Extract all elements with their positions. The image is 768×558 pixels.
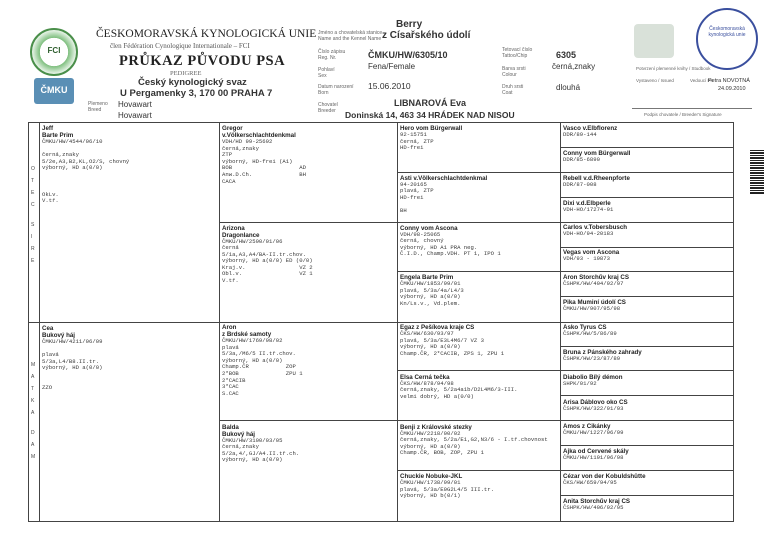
sire-detail: V.tř.: [42, 197, 59, 205]
dam-detail: plavá: [42, 351, 59, 359]
sire-detail: OkLv.: [42, 190, 59, 198]
dam-detail: ZZO: [42, 384, 53, 392]
gg-grandparent-13: [563, 423, 729, 445]
doc-subtitle: PEDIGREE: [170, 70, 202, 77]
reg-number: ČMKU/HW/6305/10: [368, 50, 448, 60]
great-grandparent-7-detail: černá,znaky, 5/2a/E1,G2,N3/6 - I.tř.chovnost: [400, 436, 548, 444]
label-breeder: Chovatel Breeder: [318, 102, 338, 114]
gg-grandparent-10-detail: ČSHPK/HW/23/87/89: [563, 354, 621, 362]
gg-grandparent-7-detail: ČSHPK/HW/404/92/97: [563, 280, 624, 288]
great-grandparent-3-detail: VDH/98-25065: [400, 230, 441, 238]
gg-grandparent-16: [563, 498, 729, 520]
gg-grandparent-16-detail: ČSHPK/HW/406/92/95: [563, 504, 624, 512]
fci-logo-text: FCI: [47, 46, 61, 55]
great-grandparent-8-detail: výborný, HD b(0/1): [400, 492, 461, 500]
great-grandparent-2-name: Asti v.Völkerschlachtdenkmal: [400, 174, 488, 182]
grandparent-3-detail: 2*CACIB: [222, 376, 246, 384]
gg-grandparent-9-detail: ČSHPK/HW/5/86/89: [563, 329, 617, 337]
great-grandparent-1-name: Hero vom Bürgerwall: [400, 125, 463, 132]
great-grandparent-3: [400, 225, 558, 271]
great-grandparent-4: [400, 274, 558, 320]
sire-detail: [42, 179, 216, 186]
pedigree-grid: [28, 122, 734, 522]
sire-detail: černá,znaky: [42, 151, 79, 159]
grandparent-3-detail: výborný, HD a(0/0): [222, 356, 283, 364]
gg-grandparent-13-detail: ČMKU/HW/1227/96/99: [563, 429, 624, 437]
great-grandparent-1-detail: HD-frei: [400, 144, 424, 152]
gg-grandparent-12: [563, 399, 729, 421]
great-grandparent-3-detail: Č.I.D., Champ.VDH. PT 1, IPO 1: [400, 250, 501, 258]
label-reg-no: Číslo zápisu Reg. Nr.: [318, 49, 346, 61]
great-grandparent-6-detail: černá,znaky, 5/2a4a1b/D2L4M6/3-III.: [400, 386, 518, 394]
doc-title: PRŮKAZ PŮVODU PSA: [119, 53, 286, 69]
gg-grandparent-5: [563, 224, 729, 246]
great-grandparent-1-detail: 92-15751: [400, 131, 427, 138]
dam: [42, 325, 216, 519]
great-grandparent-8-detail: plavá, 5/3a/E0G2L4/5 III.tr.: [400, 485, 494, 493]
org-name: ČESKOMORAVSKÁ KYNOLOGICKÁ UNIE: [96, 28, 317, 40]
kennel-name: z Císařského údolí: [382, 30, 471, 41]
label-dog-name: Jméno a chovatelská stanice Name and the Kennel Name: [318, 30, 383, 42]
breed-value: Hovawart: [118, 100, 152, 109]
dob-value: 15.06.2010: [368, 81, 411, 91]
great-grandparent-4-detail: plavá, 5/3a/4a/L4/3: [400, 286, 464, 294]
gg-grandparent-5-name: Carlos v.Tobersbusch: [563, 224, 628, 232]
dam-detail: [42, 346, 216, 353]
gg-grandparent-2: [563, 150, 729, 172]
great-grandparent-2-detail: HD-frei: [400, 193, 424, 201]
great-grandparent-8-name: Chuckie Nobuke-JKL: [400, 473, 463, 481]
barcode: [750, 150, 764, 194]
grandparent-4-detail: výborný, HD a(0/0): [222, 456, 283, 464]
side-label-father: O T E C S I R E: [31, 166, 35, 264]
color-value: černá,znaky: [552, 62, 596, 71]
dog-name: Berry: [396, 19, 423, 30]
org-membership: člen Fédération Cynologique Internationale – FCI: [110, 42, 250, 50]
grandparent-3-detail: Champ.ČR ZOP: [222, 363, 296, 371]
gg-grandparent-5-detail: VDH-HO/94-20183: [563, 230, 614, 238]
stamp-cmku-small: [634, 24, 674, 58]
label-coat: Druh srsti Coat: [502, 84, 524, 96]
great-grandparent-3-detail: výborný, HD A1 PRA neg.: [400, 243, 478, 251]
cmku-logo: [34, 78, 74, 104]
gg-grandparent-2-name: Conny vom Bürgerwall: [563, 149, 631, 157]
great-grandparent-6-detail: velmi dobrý, HD a(0/0): [400, 392, 474, 400]
gg-grandparent-14: [563, 448, 729, 470]
gg-grandparent-15: [563, 473, 729, 495]
gg-grandparent-9: [563, 324, 729, 346]
great-grandparent-8-detail: ČMKU/HW/1738/99/01: [400, 479, 461, 487]
gg-grandparent-11-name: Diabolio Bílý démon: [563, 373, 623, 381]
great-grandparent-7-detail: Champ.ČR, BOB, ZOP, ZPU 1: [400, 449, 484, 457]
grandparent-3-detail: 2*BOB ZPU 1: [222, 369, 303, 377]
great-grandparent-1: [400, 125, 558, 171]
sire-detail: ČMKU/HW/4544/06/10: [42, 138, 103, 145]
signature-line: [632, 108, 752, 109]
sire: [42, 125, 216, 319]
grandparent-1-detail: VDH/HD 99-25692: [222, 138, 273, 145]
great-grandparent-2-detail: plavá, ZTP: [400, 187, 434, 195]
grandparent-1-detail: CACA: [222, 177, 236, 185]
sire-detail: 5/2e,A3,B2,KL,O2/S, chovný: [42, 157, 130, 165]
gg-grandparent-7-name: Aron Štorchův kraj CS: [563, 274, 630, 282]
gg-grandparent-13-name: Amos z Cikánky: [563, 423, 611, 431]
gg-grandparent-3: [563, 175, 729, 197]
dam-detail: [42, 379, 216, 386]
fci-logo: [30, 28, 78, 76]
great-grandparent-3-name: Conny vom Ascona: [400, 224, 458, 232]
grandparent-2-detail: černá: [222, 244, 239, 252]
great-grandparent-2: [400, 175, 558, 221]
gg-grandparent-10: [563, 349, 729, 371]
label-sex: Pohlaví Sex: [318, 67, 335, 79]
gg-grandparent-12-detail: ČSHPK/HW/322/91/93: [563, 404, 624, 412]
great-grandparent-4-name: Engela Barte Prim: [400, 274, 454, 282]
breeder-name: LIBNAROVÁ Eva: [394, 98, 467, 108]
label-clerk: Vedoucí PK: [690, 78, 714, 83]
sire-detail: výborný, HD a(0/0): [42, 164, 103, 172]
gg-grandparent-1-name: Vasco v.Elbflorenz: [563, 125, 618, 132]
gg-grandparent-9-name: Asko Tyrus CS: [563, 323, 607, 331]
great-grandparent-5-detail: Champ.ČR, 2*CACIB, ZPS 1, ZPU 1: [400, 349, 505, 357]
grandparent-2: [222, 225, 394, 320]
dam-name: Cea Bukový háj: [42, 325, 76, 339]
grandparent-1-detail: výborný, HD-frei (A1): [222, 157, 293, 165]
coat-value: dlouhá: [556, 83, 581, 92]
grandparent-3-detail: S.CAC: [222, 389, 239, 397]
grandparent-4: [222, 424, 394, 519]
club-address: U Pergamenky 3, 170 00 PRAHA 7: [120, 88, 273, 99]
grandparent-2-detail: 5/1a,A3,A4/BA-II.tr.chov.: [222, 250, 306, 258]
sex-value: Fena/Female: [368, 62, 416, 71]
grandparent-2-detail: Obl.v. VZ 1: [222, 270, 313, 278]
dam-detail: ČMKU/HW/4211/06/09: [42, 338, 103, 345]
great-grandparent-2-detail: 94-20165: [400, 180, 427, 188]
grandparent-3-detail: 3*CAC: [222, 383, 239, 391]
grandparent-2-detail: V.tř.: [222, 277, 239, 285]
breed-value-en: Hovawart: [118, 111, 152, 120]
tattoo-value: 6305: [556, 50, 577, 60]
great-grandparent-4-detail: výborný, HD a(0/0): [400, 293, 461, 301]
gg-grandparent-11: [563, 374, 729, 396]
grandparent-3-detail: ČMKU/HW/1769/98/02: [222, 337, 283, 344]
issued-by: Petra NOVOTNÁ: [708, 78, 750, 84]
great-grandparent-7-detail: ČMKU/HW/2218/00/02: [400, 429, 461, 437]
label-breed: Plemeno Breed: [88, 101, 108, 113]
grandparent-3-name: Aron z Brdské samoty: [222, 324, 272, 338]
gg-grandparent-16-name: Anita Štorchův kraj CS: [563, 498, 631, 506]
breeder-address: Doninská 14, 463 34 HRÁDEK NAD NISOU: [345, 110, 515, 120]
great-grandparent-5-detail: ČKS/HW/630/93/97: [400, 330, 454, 337]
grandparent-4-name: Balda Bukový háj: [222, 423, 256, 438]
grandparent-3-detail: plavá: [222, 343, 239, 351]
grandparent-2-detail: Kraj.v. VZ 2: [222, 263, 313, 271]
great-grandparent-5-detail: výborný, HD a(0/0): [400, 343, 461, 351]
great-grandparent-6-name: Elsa Černá tečka: [400, 373, 450, 381]
grandparent-3: [222, 324, 394, 419]
gg-grandparent-4: [563, 200, 729, 222]
gg-grandparent-4-name: Dixi v.d.Elbperle: [563, 199, 611, 207]
great-grandparent-6: [400, 374, 558, 420]
dam-detail: 5/3a,L4/B8.II.tr.: [42, 357, 100, 365]
grandparent-1-detail: černá,znaky: [222, 144, 259, 152]
gg-grandparent-6: [563, 249, 729, 271]
gg-grandparent-15-name: Cézar von der Kobuldshütte: [563, 473, 646, 481]
gg-grandparent-8: [563, 299, 729, 321]
gg-grandparent-2-detail: DDR/85-6890: [563, 155, 600, 163]
label-issued: Vystaveno / Issued: [636, 78, 674, 83]
great-grandparent-2-detail: BH: [400, 207, 407, 215]
grandparent-4-detail: ČMKU/HW/3100/03/05: [222, 436, 283, 444]
label-studbook: Potvrzení plemenné knihy / Studbook: [636, 66, 711, 71]
grandparent-3-detail: 5/3a,/M6/5 II.tř.chov.: [222, 350, 296, 358]
issued-date: 24.09.2010: [718, 86, 746, 92]
cmku-logo-text: ČMKU: [40, 85, 68, 95]
side-label-mother: M A T K A D A M: [31, 362, 36, 460]
official-stamp: [696, 8, 758, 70]
gg-grandparent-8-detail: ČMKU/HW/907/95/98: [563, 305, 621, 313]
great-grandparent-8: [400, 473, 558, 519]
gg-grandparent-1: [563, 125, 729, 147]
great-grandparent-5: [400, 324, 558, 370]
label-breeder-signature: Podpis chovatele / Breeder's Signature: [644, 112, 722, 117]
grandparent-1-detail: Anw.D.Ch. BH: [222, 170, 306, 178]
great-grandparent-5-name: Egaz z Pešíkova kraje CS: [400, 324, 475, 331]
sire-name: Jeff Barte Prim: [42, 125, 74, 139]
gg-grandparent-3-name: Rebell v.d.Rheenpforte: [563, 174, 630, 182]
great-grandparent-1-detail: černá, ZTP: [400, 137, 434, 145]
sire-detail: [42, 185, 216, 192]
grandparent-4-detail: černá,znaky: [222, 443, 259, 451]
gg-grandparent-6-name: Vegas vom Ascona: [563, 249, 620, 257]
grandparent-1-detail: ZTP: [222, 151, 233, 159]
gg-grandparent-3-detail: DDR/87-008: [563, 180, 597, 188]
gg-grandparent-8-name: Pika Muminí údolí CS: [563, 299, 626, 307]
gg-grandparent-14-detail: ČMKU/HW/1191/96/98: [563, 454, 624, 462]
grandparent-1: [222, 125, 394, 220]
grandparent-1-name: Gregor v.Völkerschlachtdenkmal: [222, 125, 296, 139]
great-grandparent-4-detail: Kn/Ls.v., Vd.plem.: [400, 300, 461, 308]
label-dob: Datum narození Born: [318, 84, 354, 96]
club-name: Český kynologický svaz: [138, 77, 247, 88]
grandparent-2-detail: výborný, HD a(0/0) ED (0/0): [222, 257, 313, 265]
label-color: Barva srsti Colour: [502, 66, 526, 78]
great-grandparent-4-detail: ČMKU/HW/1853/99/01: [400, 280, 461, 288]
great-grandparent-7-name: Benji z Královské stezky: [400, 423, 472, 431]
great-grandparent-7: [400, 424, 558, 470]
stamp-text: Českomoravská kynologická unie: [708, 26, 746, 38]
gg-grandparent-14-name: Ajka od Červené skály: [563, 448, 629, 456]
grandparent-1-detail: BOB AD: [222, 164, 306, 172]
gg-grandparent-6-detail: VDH/93 - 19873: [563, 255, 610, 263]
great-grandparent-7-detail: výborný, HD a(0/0): [400, 442, 461, 450]
gg-grandparent-1-detail: DDR/89-144: [563, 131, 597, 138]
great-grandparent-3-detail: černá, chovný: [400, 237, 444, 245]
sire-detail: [42, 172, 216, 179]
gg-grandparent-10-name: Bruna z Pánského zahrady: [563, 348, 642, 356]
gg-grandparent-12-name: Arisa Ďáblovo oko CS: [563, 398, 628, 406]
gg-grandparent-11-detail: SHPK/01/92: [563, 379, 597, 387]
dam-detail: výborný, HD a(0/0): [42, 364, 103, 372]
grandparent-4-detail: 5/2a,4/,GJ/A4.II.tř.ch.: [222, 449, 300, 457]
great-grandparent-5-detail: plavá, 5/3a/E3L4M6/7 VZ 3: [400, 336, 484, 344]
grandparent-2-detail: ČMKU/HW/2590/01/06: [222, 237, 283, 245]
great-grandparent-2-detail: [400, 202, 558, 209]
label-tattoo: Tetovací číslo Tattoo/Chip: [502, 47, 533, 59]
dam-detail: [42, 372, 216, 379]
great-grandparent-6-detail: ČKS/HW/878/94/98: [400, 379, 454, 387]
gg-grandparent-7: [563, 274, 729, 296]
gg-grandparent-4-detail: VDH-HO/17274-91: [563, 205, 614, 213]
gg-grandparent-15-detail: ČKS/HW/659/94/95: [563, 479, 617, 487]
grandparent-2-name: Arizona Dragonlance: [222, 224, 260, 239]
